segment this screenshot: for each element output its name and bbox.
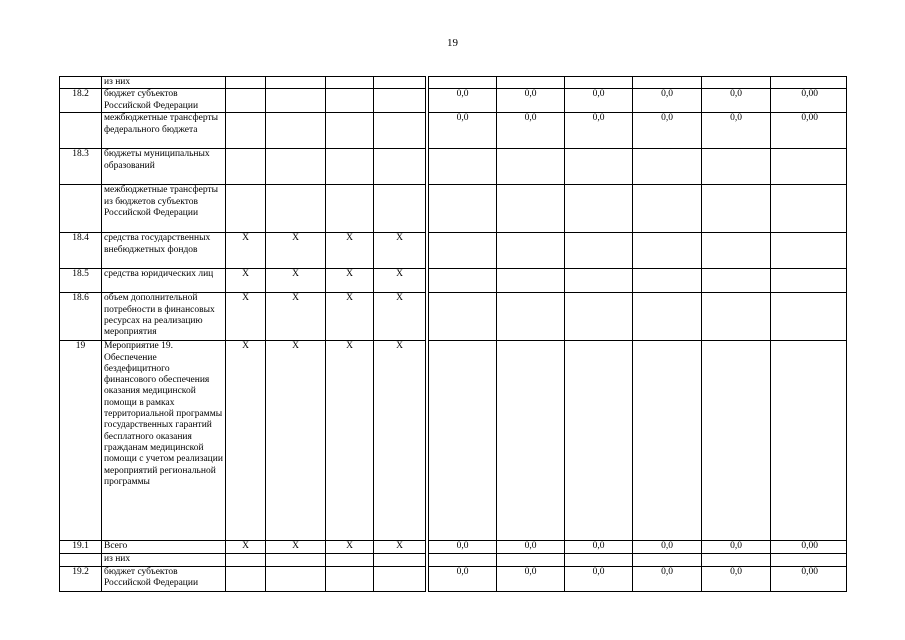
table-row xyxy=(60,269,847,293)
value-cell: 0,0 xyxy=(429,566,497,591)
value-cell xyxy=(702,149,771,185)
table-row xyxy=(60,113,847,149)
x-mark-cell: Х xyxy=(266,541,326,554)
value-cell xyxy=(429,293,497,341)
value-cell: 0,0 xyxy=(497,541,565,554)
x-mark-cell: Х xyxy=(226,293,266,341)
row-name: бюджеты муниципальных образований xyxy=(102,149,226,185)
x-mark-cell xyxy=(326,113,374,149)
value-cell xyxy=(771,554,847,566)
value-cell xyxy=(497,554,565,566)
x-mark-cell xyxy=(326,185,374,233)
x-mark-cell: Х xyxy=(326,233,374,269)
x-mark-cell xyxy=(226,149,266,185)
row-name: Всего xyxy=(102,541,226,554)
x-mark-cell xyxy=(326,149,374,185)
value-cell: 0,0 xyxy=(565,566,633,591)
table-row xyxy=(60,566,847,591)
row-name: бюджет субъектов Российской Федерации xyxy=(102,566,226,591)
value-cell: 0,0 xyxy=(633,566,702,591)
value-cell xyxy=(429,185,497,233)
value-cell xyxy=(497,269,565,293)
row-number xyxy=(60,113,102,149)
x-mark-cell xyxy=(266,113,326,149)
value-cell xyxy=(565,149,633,185)
value-cell xyxy=(702,185,771,233)
value-cell: 0,0 xyxy=(497,113,565,149)
table-row xyxy=(60,541,847,554)
value-cell: 0,0 xyxy=(429,113,497,149)
value-cell xyxy=(633,269,702,293)
value-cell xyxy=(565,185,633,233)
value-cell xyxy=(497,233,565,269)
x-mark-cell xyxy=(326,566,374,591)
row-number: 19.2 xyxy=(60,566,102,591)
value-cell xyxy=(497,341,565,541)
x-mark-cell xyxy=(226,554,266,566)
row-number: 18.3 xyxy=(60,149,102,185)
value-cell: 0,0 xyxy=(565,89,633,113)
x-mark-cell: Х xyxy=(326,341,374,541)
row-name: средства юридических лиц xyxy=(102,269,226,293)
value-cell: 0,00 xyxy=(771,89,847,113)
x-mark-cell xyxy=(374,185,426,233)
x-mark-cell: Х xyxy=(266,233,326,269)
value-cell xyxy=(565,269,633,293)
x-mark-cell xyxy=(374,113,426,149)
value-cell xyxy=(702,233,771,269)
value-cell xyxy=(497,185,565,233)
value-cell: 0,0 xyxy=(429,89,497,113)
value-cell xyxy=(771,233,847,269)
table-row xyxy=(60,233,847,269)
x-mark-cell xyxy=(226,566,266,591)
value-cell xyxy=(702,269,771,293)
value-cell xyxy=(429,269,497,293)
value-cell xyxy=(633,233,702,269)
value-cell xyxy=(429,341,497,541)
row-name: бюджет субъектов Российской Федерации xyxy=(102,89,226,113)
row-number xyxy=(60,77,102,89)
row-number xyxy=(60,185,102,233)
value-cell: 0,0 xyxy=(633,113,702,149)
value-cell xyxy=(771,341,847,541)
x-mark-cell: Х xyxy=(226,233,266,269)
value-cell xyxy=(771,293,847,341)
value-cell xyxy=(633,554,702,566)
page-number: 19 xyxy=(447,37,458,49)
table-row xyxy=(60,185,847,233)
value-cell xyxy=(633,293,702,341)
value-cell xyxy=(633,77,702,89)
row-name: объем дополнительной потребности в финансовых ресурсах на реализацию мероприятия xyxy=(102,293,226,341)
x-mark-cell xyxy=(226,185,266,233)
row-number xyxy=(60,554,102,566)
x-mark-cell: Х xyxy=(266,293,326,341)
value-cell xyxy=(702,554,771,566)
value-cell: 0,0 xyxy=(702,89,771,113)
value-cell xyxy=(702,77,771,89)
x-mark-cell: Х xyxy=(266,341,326,541)
x-mark-cell xyxy=(226,89,266,113)
budget-table xyxy=(59,76,847,592)
value-cell: 0,00 xyxy=(771,113,847,149)
value-cell xyxy=(702,341,771,541)
x-mark-cell xyxy=(374,89,426,113)
value-cell xyxy=(429,77,497,89)
x-mark-cell xyxy=(226,113,266,149)
value-cell xyxy=(565,341,633,541)
x-mark-cell xyxy=(374,77,426,89)
value-cell xyxy=(771,269,847,293)
table-row xyxy=(60,149,847,185)
value-cell: 0,0 xyxy=(633,541,702,554)
x-mark-cell xyxy=(266,554,326,566)
table-row xyxy=(60,341,847,541)
value-cell xyxy=(633,149,702,185)
x-mark-cell xyxy=(266,89,326,113)
row-name: межбюджетные трансферты федерального бюджета xyxy=(102,113,226,149)
x-mark-cell: Х xyxy=(226,269,266,293)
row-name: средства государственных внебюджетных фондов xyxy=(102,233,226,269)
value-cell xyxy=(565,554,633,566)
table-row xyxy=(60,554,847,566)
row-number: 19 xyxy=(60,341,102,541)
row-name: из них xyxy=(102,554,226,566)
value-cell xyxy=(633,185,702,233)
value-cell xyxy=(565,233,633,269)
x-mark-cell: Х xyxy=(226,541,266,554)
x-mark-cell xyxy=(374,566,426,591)
value-cell: 0,00 xyxy=(771,566,847,591)
value-cell xyxy=(771,185,847,233)
value-cell: 0,0 xyxy=(565,113,633,149)
row-number: 18.5 xyxy=(60,269,102,293)
x-mark-cell xyxy=(326,89,374,113)
value-cell xyxy=(429,554,497,566)
budget-table-body xyxy=(60,77,847,592)
table-row xyxy=(60,293,847,341)
value-cell xyxy=(497,293,565,341)
value-cell: 0,00 xyxy=(771,541,847,554)
x-mark-cell: Х xyxy=(374,541,426,554)
value-cell xyxy=(771,149,847,185)
x-mark-cell: Х xyxy=(266,269,326,293)
x-mark-cell: Х xyxy=(326,293,374,341)
value-cell xyxy=(565,293,633,341)
value-cell xyxy=(497,149,565,185)
x-mark-cell xyxy=(266,185,326,233)
table-row xyxy=(60,89,847,113)
value-cell xyxy=(497,77,565,89)
x-mark-cell xyxy=(374,554,426,566)
row-name: Мероприятие 19. Обеспечение бездефицитного финансового обеспечения оказания медицинской помощи в рамках территориальной программы государственных гарантий бесплатного оказания гражданам медицинской помощи с учетом реализации мероприятий региональной программы xyxy=(102,341,226,541)
x-mark-cell xyxy=(266,77,326,89)
x-mark-cell: Х xyxy=(374,293,426,341)
x-mark-cell: Х xyxy=(226,341,266,541)
x-mark-cell: Х xyxy=(374,269,426,293)
value-cell xyxy=(565,77,633,89)
row-number: 19.1 xyxy=(60,541,102,554)
x-mark-cell: Х xyxy=(374,341,426,541)
row-name: из них xyxy=(102,77,226,89)
x-mark-cell: Х xyxy=(326,269,374,293)
x-mark-cell xyxy=(266,149,326,185)
x-mark-cell xyxy=(266,566,326,591)
value-cell: 0,0 xyxy=(565,541,633,554)
value-cell: 0,0 xyxy=(702,113,771,149)
value-cell: 0,0 xyxy=(702,541,771,554)
x-mark-cell: Х xyxy=(374,233,426,269)
value-cell: 0,0 xyxy=(702,566,771,591)
x-mark-cell xyxy=(374,149,426,185)
value-cell xyxy=(633,341,702,541)
value-cell xyxy=(702,293,771,341)
value-cell xyxy=(429,149,497,185)
value-cell: 0,0 xyxy=(497,566,565,591)
row-number: 18.2 xyxy=(60,89,102,113)
row-number: 18.4 xyxy=(60,233,102,269)
value-cell xyxy=(429,233,497,269)
x-mark-cell xyxy=(326,554,374,566)
x-mark-cell xyxy=(326,77,374,89)
row-number: 18.6 xyxy=(60,293,102,341)
value-cell xyxy=(771,77,847,89)
table-row xyxy=(60,77,847,89)
x-mark-cell: Х xyxy=(326,541,374,554)
value-cell: 0,0 xyxy=(429,541,497,554)
value-cell: 0,0 xyxy=(497,89,565,113)
x-mark-cell xyxy=(226,77,266,89)
row-name: межбюджетные трансферты из бюджетов субъектов Российской Федерации xyxy=(102,185,226,233)
value-cell: 0,0 xyxy=(633,89,702,113)
